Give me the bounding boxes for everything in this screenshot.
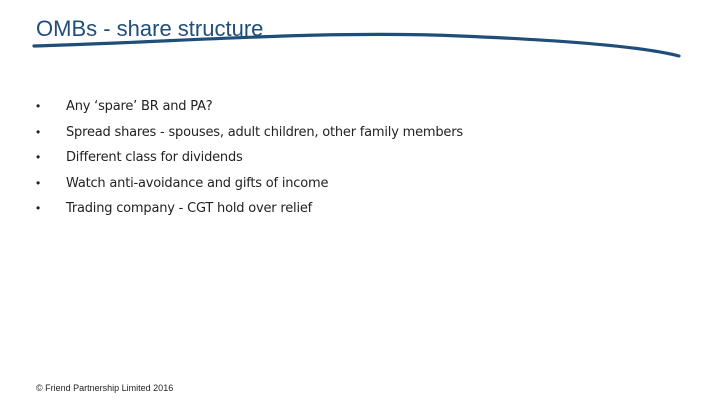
bullet-icon: • bbox=[36, 150, 41, 164]
bullet-icon: • bbox=[36, 201, 41, 215]
bullet-text: Different class for dividends bbox=[66, 150, 243, 165]
title-underline-swoosh bbox=[0, 0, 720, 60]
bullet-text: Trading company - CGT hold over relief bbox=[66, 201, 313, 216]
bullet-text: Any ‘spare’ BR and PA? bbox=[66, 99, 213, 114]
bullet-icon: • bbox=[36, 99, 41, 113]
bullet-text: Watch anti-avoidance and gifts of income bbox=[66, 175, 329, 191]
bullet-icon: • bbox=[36, 124, 41, 139]
bullet-text: Spread shares - spouses, adult children, other family members bbox=[66, 124, 463, 140]
copyright-footer: © Friend Partnership Limited 2016 bbox=[36, 383, 174, 393]
slide-title: OMBs - share structure bbox=[36, 16, 264, 41]
bullet-icon: • bbox=[36, 175, 41, 190]
